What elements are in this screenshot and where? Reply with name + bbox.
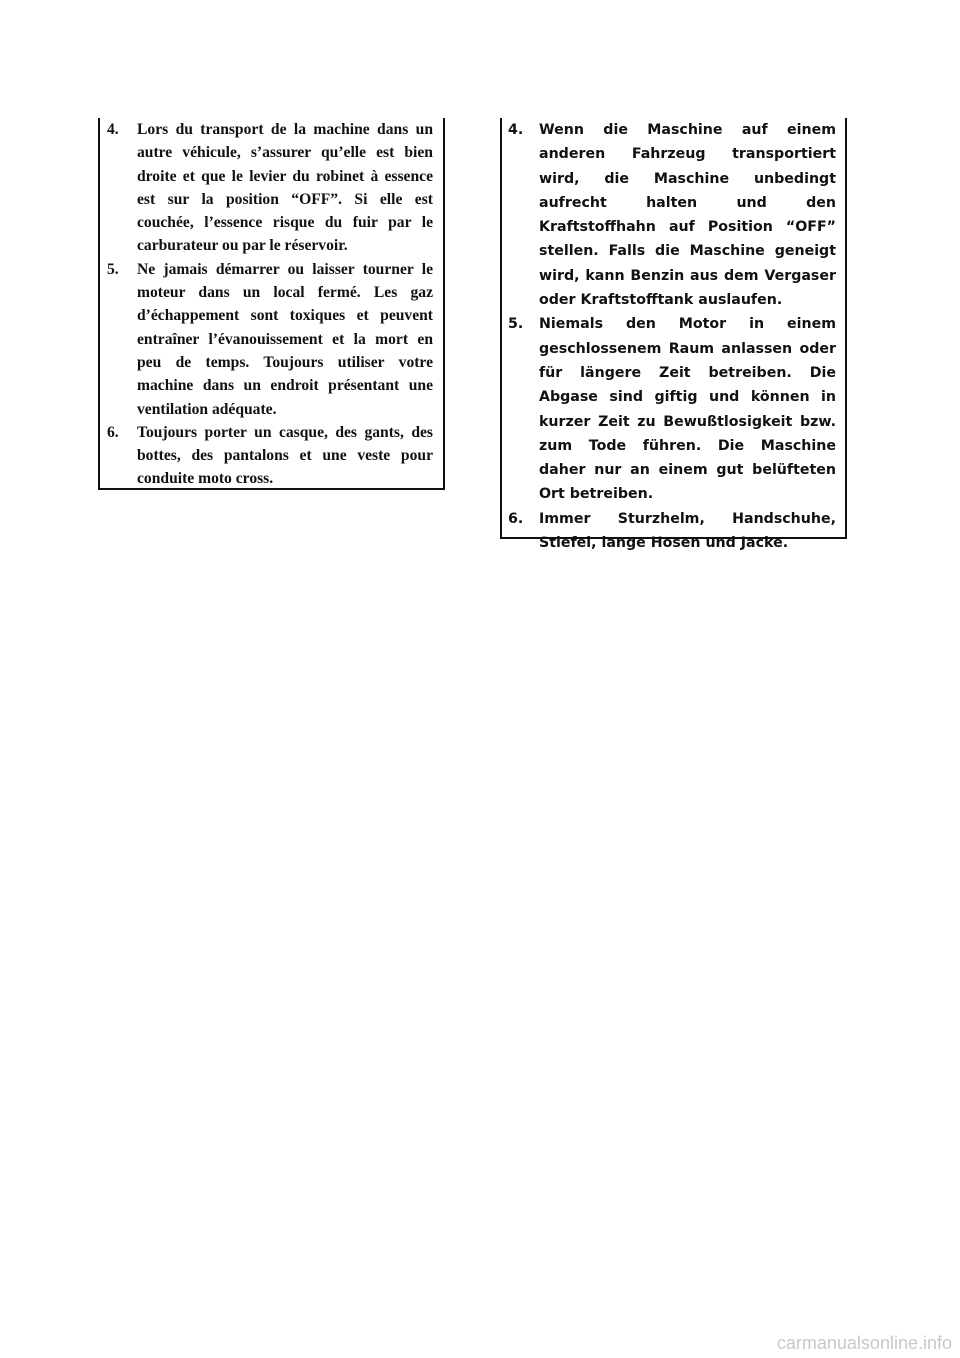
item-text: Immer Sturzhelm, Handschuhe, Stiefel, lange Hosen und Jacke.	[539, 510, 836, 552]
item-text: Niemals den Motor in einem geschlossenem Raum anlassen oder für längere Zeit betreiben. Die Abgase sind giftig und können in kurzer Zeit zu Bewußtlosigkeit bzw. zum Tode führen. Die Maschine daher nur an einem gut belüfteten Ort betreiben.	[539, 316, 836, 503]
item-text: Toujours porter un casque, des gants, des bottes, des pantalons et une veste pour conduite moto cross.	[137, 423, 433, 488]
item-number: 4.	[107, 121, 119, 138]
item-number: 5.	[508, 316, 524, 333]
german-item-6	[508, 507, 836, 556]
german-item-5	[508, 312, 836, 506]
watermark: carmanualsonline.info	[776, 1333, 952, 1353]
french-warning-box	[98, 118, 445, 490]
french-item-5	[107, 258, 433, 421]
french-item-6	[107, 421, 433, 491]
item-text: Ne jamais démarrer ou laisser tourner le moteur dans un local fermé. Les gaz d’échappement sont toxiques et peuvent entraîner l’évanouissement et la mort en peu de temps. Toujours utiliser votre machine dans un endroit présentant une ventilation adéquate.	[137, 260, 433, 418]
german-warning-box	[500, 118, 847, 552]
item-number: 5.	[107, 260, 119, 278]
item-number: 6.	[508, 510, 524, 527]
german-warning-list	[508, 118, 836, 555]
item-number: 4.	[508, 122, 524, 138]
french-item-4	[107, 118, 433, 258]
item-text: Wenn die Maschine auf einem anderen Fahrzeug transportiert wird, die Maschine unbedingt aufrecht halten und den Kraftstoffhahn auf Position “OFF” stellen. Falls die Maschine geneigt wird, kann Benzin aus dem Vergaser oder Kraftstofftank auslaufen.	[539, 122, 836, 309]
item-text: Lors du transport de la machine dans un autre véhicule, s’assurer qu’elle est bien droite et que le levier du robinet à essence est sur la position “OFF”. Si elle est couchée, l’essence risque du fuir par le carburateur ou par le réservoir.	[137, 121, 433, 255]
french-warning-list	[107, 118, 433, 491]
german-item-4	[508, 118, 836, 312]
item-number: 6.	[107, 423, 119, 441]
